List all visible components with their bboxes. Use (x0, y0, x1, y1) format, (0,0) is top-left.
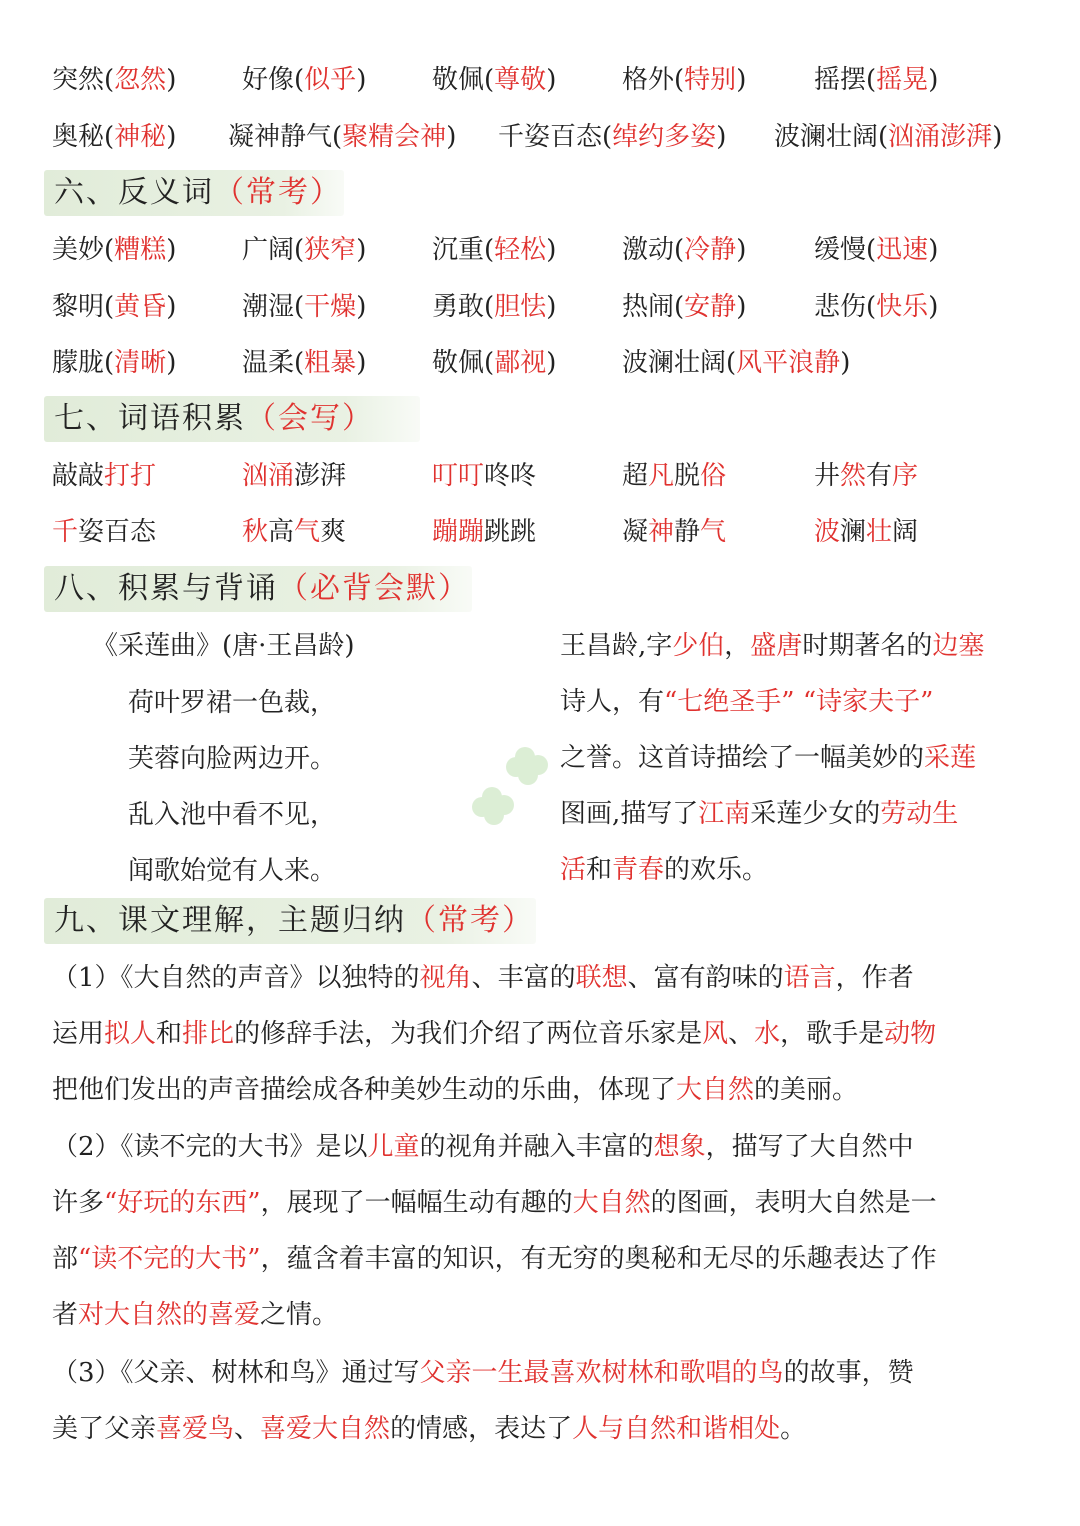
word-answer: 似乎 (304, 65, 357, 95)
text-line (52, 1239, 937, 1279)
text-segment: 美了父亲 (52, 1414, 157, 1444)
text-segment: 和 (586, 855, 613, 885)
section-7-header (44, 396, 420, 442)
vocab-word (432, 456, 536, 496)
word: 千姿百态 (498, 122, 603, 152)
paren-close: ) (166, 348, 177, 378)
text-segment: 采莲 (924, 743, 977, 773)
text-segment: 大自然 (676, 1075, 755, 1105)
section-9-header (44, 898, 536, 944)
word-answer: 冷静 (684, 235, 737, 265)
text-segment: 父亲一生最喜欢树林和歌唱的鸟 (419, 1358, 784, 1388)
text-segment: 俗 (700, 461, 727, 491)
word: 沉重 (432, 235, 485, 265)
text-segment: （2）《读不完的大书》是以 (52, 1132, 368, 1162)
text-segment: 图画,描写了 (560, 799, 699, 829)
text-segment: 劳动生 (880, 799, 959, 829)
paren-close: ) (166, 235, 177, 265)
text-segment: 把他们发出的声音描绘成各种美妙生动的乐曲，体现了 (52, 1075, 677, 1105)
text-segment: 澎湃 (294, 461, 347, 491)
paragraph-1 (52, 958, 1032, 1118)
word-pair (242, 287, 366, 327)
word-pair (432, 60, 556, 100)
word-pair (52, 117, 176, 157)
poem-line-3: 乱入池中看不见， (128, 800, 337, 830)
text-line (560, 794, 958, 834)
word-answer: 安静 (684, 292, 737, 322)
word: 温柔 (242, 348, 295, 378)
text-segment: 千 (52, 517, 79, 547)
paren-open: ( (104, 348, 115, 378)
text-line (560, 626, 984, 666)
word: 格外 (622, 65, 675, 95)
word: 美妙 (52, 235, 105, 265)
text-segment: ，蕴含着丰富的知识，有无穷的奥秘和无尽的乐趣表达了作 (260, 1244, 937, 1274)
text-segment: 盛唐 (750, 631, 803, 661)
text-segment: 少伯 (672, 631, 725, 661)
word-pair (52, 60, 176, 100)
text-segment: 排比 (182, 1019, 235, 1049)
paren-open: ( (878, 122, 889, 152)
text-segment: 边塞 (932, 631, 985, 661)
paren-open: ( (104, 122, 115, 152)
text-segment: 运用 (52, 1019, 105, 1049)
paren-open: ( (484, 292, 495, 322)
text-line (560, 850, 768, 890)
paren-close: ) (356, 348, 367, 378)
text-segment: 咚咚 (484, 461, 537, 491)
text-segment: 诗人，有 (560, 687, 665, 717)
word-pair (52, 230, 176, 270)
word-answer: 粗暴 (304, 348, 357, 378)
word: 好像 (242, 65, 295, 95)
word: 奥秘 (52, 122, 105, 152)
vocab-word (622, 456, 726, 496)
word-pair (432, 230, 556, 270)
paren-close: ) (546, 235, 557, 265)
text-line (52, 1183, 937, 1223)
text-segment: 联想 (575, 963, 628, 993)
text-segment: 喜爱大自然 (260, 1414, 391, 1444)
word-answer: 轻松 (494, 235, 547, 265)
text-segment: 许多 (52, 1188, 105, 1218)
text-segment: 部 (52, 1244, 79, 1274)
paren-open: ( (674, 292, 685, 322)
text-segment: 的故事，赞 (783, 1358, 914, 1388)
text-line (52, 958, 914, 998)
word-answer: 忽然 (114, 65, 167, 95)
text-segment: （3）《父亲、树林和鸟》通过写 (52, 1358, 420, 1388)
text-segment: 姿百态 (78, 517, 157, 547)
section-7-tag: （会写） (246, 401, 374, 436)
word-pair (432, 343, 556, 383)
word-pair (622, 230, 746, 270)
word: 波澜壮阔 (622, 348, 727, 378)
word: 黎明 (52, 292, 105, 322)
text-line (52, 1295, 338, 1335)
paren-close: ) (840, 348, 851, 378)
paren-close: ) (992, 122, 1003, 152)
word-pair (432, 287, 556, 327)
paren-close: ) (546, 348, 557, 378)
text-segment: ，作者 (835, 963, 914, 993)
text-segment: 静 (674, 517, 701, 547)
text-line (52, 1127, 914, 1167)
text-segment: 拟人 (104, 1019, 157, 1049)
word-answer: 摇晃 (876, 65, 929, 95)
poem-note (560, 626, 1040, 890)
text-segment: 王昌龄,字 (560, 631, 673, 661)
text-segment: “好玩的东西” (104, 1188, 261, 1218)
text-segment: ， (724, 631, 751, 661)
text-segment: ，展现了一幅幅生动有趣的 (260, 1188, 573, 1218)
text-segment: 有 (866, 461, 893, 491)
word-answer: 鄙视 (494, 348, 547, 378)
text-segment: 壮 (866, 517, 893, 547)
text-segment: 对大自然的喜爱 (78, 1300, 261, 1330)
paren-close: ) (546, 292, 557, 322)
vocab-word (242, 456, 346, 496)
word-answer: 绰约多姿 (612, 122, 717, 152)
paren-close: ) (166, 292, 177, 322)
word-pair (242, 343, 366, 383)
vocab-word (432, 512, 536, 552)
paren-open: ( (294, 65, 305, 95)
paren-open: ( (484, 348, 495, 378)
text-segment: 气 (294, 517, 321, 547)
word: 广阔 (242, 235, 295, 265)
word-answer: 尊敬 (494, 65, 547, 95)
paren-open: ( (332, 122, 343, 152)
vocab-word (814, 512, 918, 552)
word-answer: 黄昏 (114, 292, 167, 322)
text-segment: 、富有韵味的 (627, 963, 784, 993)
paren-close: ) (716, 122, 727, 152)
paren-open: ( (294, 348, 305, 378)
poem-line-1: 荷叶罗裙一色裁， (128, 688, 337, 718)
word-answer: 糟糕 (114, 235, 167, 265)
text-segment: 水 (754, 1019, 781, 1049)
text-segment: ，歌手是 (780, 1019, 885, 1049)
paren-open: ( (484, 65, 495, 95)
poem-title: 《采莲曲》(唐·王昌龄) (92, 631, 355, 661)
text-segment: 喜爱鸟 (156, 1414, 235, 1444)
text-segment: 采莲少女的 (750, 799, 881, 829)
paren-open: ( (104, 65, 115, 95)
text-segment: 的情感，表达了 (390, 1414, 573, 1444)
text-segment: “读不完的大书” (78, 1244, 261, 1274)
text-segment: 气 (700, 517, 727, 547)
paragraph-3 (52, 1353, 1032, 1463)
word-answer: 特别 (684, 65, 737, 95)
word-pair (242, 60, 366, 100)
paren-close: ) (928, 65, 939, 95)
word-pair (52, 343, 176, 383)
word: 摇摆 (814, 65, 867, 95)
word-pair (622, 287, 746, 327)
section-6-header (44, 170, 344, 216)
text-segment: 阔 (892, 517, 919, 547)
text-segment: 敲敲 (52, 461, 105, 491)
vocab-word (814, 456, 918, 496)
text-segment: 风 (702, 1019, 729, 1049)
paren-close: ) (546, 65, 557, 95)
paren-open: ( (104, 235, 115, 265)
word-answer: 快乐 (876, 292, 929, 322)
vocab-word (52, 456, 156, 496)
word-answer: 迅速 (876, 235, 929, 265)
paren-open: ( (674, 235, 685, 265)
text-segment: 儿童 (367, 1132, 420, 1162)
text-segment: 的图画，表明大自然是一 (650, 1188, 937, 1218)
section-8-tag: （必背会默） (278, 571, 470, 606)
text-segment: 时期著名的 (802, 631, 933, 661)
text-segment: 的欢乐。 (664, 855, 769, 885)
text-segment: 江南 (698, 799, 751, 829)
text-segment: 澜 (840, 517, 867, 547)
word-pair (814, 230, 938, 270)
text-segment: 凝 (622, 517, 649, 547)
paren-close: ) (736, 235, 747, 265)
text-segment: 凡 (648, 461, 675, 491)
word: 缓慢 (814, 235, 867, 265)
text-segment: 汹涌 (242, 461, 295, 491)
paren-open: ( (602, 122, 613, 152)
paren-open: ( (726, 348, 737, 378)
text-line (560, 682, 933, 722)
section-8-title: 八、积累与背诵 (54, 571, 278, 606)
word-answer: 汹涌澎湃 (888, 122, 993, 152)
text-segment: 之誉。这首诗描绘了一幅美妙的 (560, 743, 925, 773)
text-segment: 视角 (419, 963, 472, 993)
text-line (52, 1409, 806, 1449)
text-segment: 的修辞手法，为我们介绍了两位音乐家是 (234, 1019, 703, 1049)
paren-close: ) (166, 65, 177, 95)
word-pair (622, 60, 746, 100)
text-segment: 爽 (320, 517, 347, 547)
text-segment: 蹦蹦 (432, 517, 485, 547)
paren-open: ( (294, 235, 305, 265)
text-segment: 波 (814, 517, 841, 547)
word-pair (228, 117, 456, 157)
text-segment: 打打 (104, 461, 157, 491)
text-segment (795, 687, 803, 717)
text-segment: 的美丽。 (754, 1075, 859, 1105)
paren-close: ) (736, 65, 747, 95)
text-segment: 、丰富的 (471, 963, 576, 993)
vocab-word (242, 512, 346, 552)
text-segment: 和 (156, 1019, 183, 1049)
paren-close: ) (356, 235, 367, 265)
word-pair (242, 230, 366, 270)
paren-open: ( (104, 292, 115, 322)
section-9-tag: （常考） (406, 903, 534, 938)
word-pair (774, 117, 1002, 157)
paren-close: ) (356, 292, 367, 322)
text-line (52, 1070, 858, 1110)
poem-line-2: 芙蓉向脸两边开。 (128, 744, 337, 774)
text-segment: 神 (648, 517, 675, 547)
paren-close: ) (446, 122, 457, 152)
word: 突然 (52, 65, 105, 95)
text-segment: 秋 (242, 517, 269, 547)
poem-line-4: 闻歌始觉有人来。 (128, 856, 337, 886)
clover-watermark-icon (470, 735, 560, 835)
word-answer: 干燥 (304, 292, 357, 322)
word-answer: 风平浪静 (736, 348, 841, 378)
section-7-title: 七、词语积累 (54, 401, 246, 436)
paren-open: ( (866, 65, 877, 95)
vocab-word (622, 512, 726, 552)
word: 激动 (622, 235, 675, 265)
text-segment: 。 (780, 1414, 807, 1444)
text-segment: 超 (622, 461, 649, 491)
text-segment: （1）《大自然的声音》以独特的 (52, 963, 420, 993)
paren-open: ( (484, 235, 495, 265)
text-segment: 井 (814, 461, 841, 491)
paren-open: ( (674, 65, 685, 95)
text-line (52, 1014, 936, 1054)
word-answer: 聚精会神 (342, 122, 447, 152)
word: 凝神静气 (228, 122, 333, 152)
section-8-header (44, 566, 472, 612)
word: 敬佩 (432, 348, 485, 378)
text-segment: 、 (234, 1414, 261, 1444)
vocab-word (52, 512, 156, 552)
paragraph-2 (52, 1127, 1032, 1347)
word-answer: 狭窄 (304, 235, 357, 265)
paren-close: ) (166, 122, 177, 152)
word-answer: 胆怯 (494, 292, 547, 322)
text-segment: 跳跳 (484, 517, 537, 547)
word: 勇敢 (432, 292, 485, 322)
paren-close: ) (928, 235, 939, 265)
word: 敬佩 (432, 65, 485, 95)
word: 朦胧 (52, 348, 105, 378)
text-segment: 青春 (612, 855, 665, 885)
word-pair (52, 287, 176, 327)
word-answer: 神秘 (114, 122, 167, 152)
word: 波澜壮阔 (774, 122, 879, 152)
section-6-tag: （常考） (214, 175, 342, 210)
paren-open: ( (866, 235, 877, 265)
text-segment: 语言 (783, 963, 836, 993)
paren-close: ) (356, 65, 367, 95)
text-segment: 的视角并融入丰富的 (419, 1132, 654, 1162)
text-segment: 脱 (674, 461, 701, 491)
text-segment: 大自然 (572, 1188, 651, 1218)
text-segment: 高 (268, 517, 295, 547)
text-segment: ，描写了大自然中 (705, 1132, 914, 1162)
word: 热闹 (622, 292, 675, 322)
text-segment: “七绝圣手” (664, 687, 795, 717)
text-segment: 想象 (653, 1132, 706, 1162)
text-segment: 者 (52, 1300, 79, 1330)
word-pair (622, 343, 850, 383)
text-segment: 然 (840, 461, 867, 491)
text-line (52, 1353, 914, 1393)
text-segment: “诗家夫子” (802, 687, 934, 717)
paren-close: ) (928, 292, 939, 322)
text-segment: 活 (560, 855, 587, 885)
section-6-title: 六、反义词 (54, 175, 214, 210)
word-pair (814, 60, 938, 100)
word-answer: 清晰 (114, 348, 167, 378)
text-segment: 序 (892, 461, 919, 491)
word: 潮湿 (242, 292, 295, 322)
text-segment: 之情。 (260, 1300, 339, 1330)
paren-open: ( (866, 292, 877, 322)
text-line (560, 738, 976, 778)
paren-close: ) (736, 292, 747, 322)
text-segment: 人与自然和谐相处 (572, 1414, 781, 1444)
text-segment: 动物 (884, 1019, 937, 1049)
paren-open: ( (294, 292, 305, 322)
text-segment: 叮叮 (432, 461, 485, 491)
text-segment: 、 (728, 1019, 755, 1049)
word: 悲伤 (814, 292, 867, 322)
word-pair (498, 117, 726, 157)
section-9-title: 九、课文理解，主题归纳 (54, 903, 406, 938)
word-pair (814, 287, 938, 327)
